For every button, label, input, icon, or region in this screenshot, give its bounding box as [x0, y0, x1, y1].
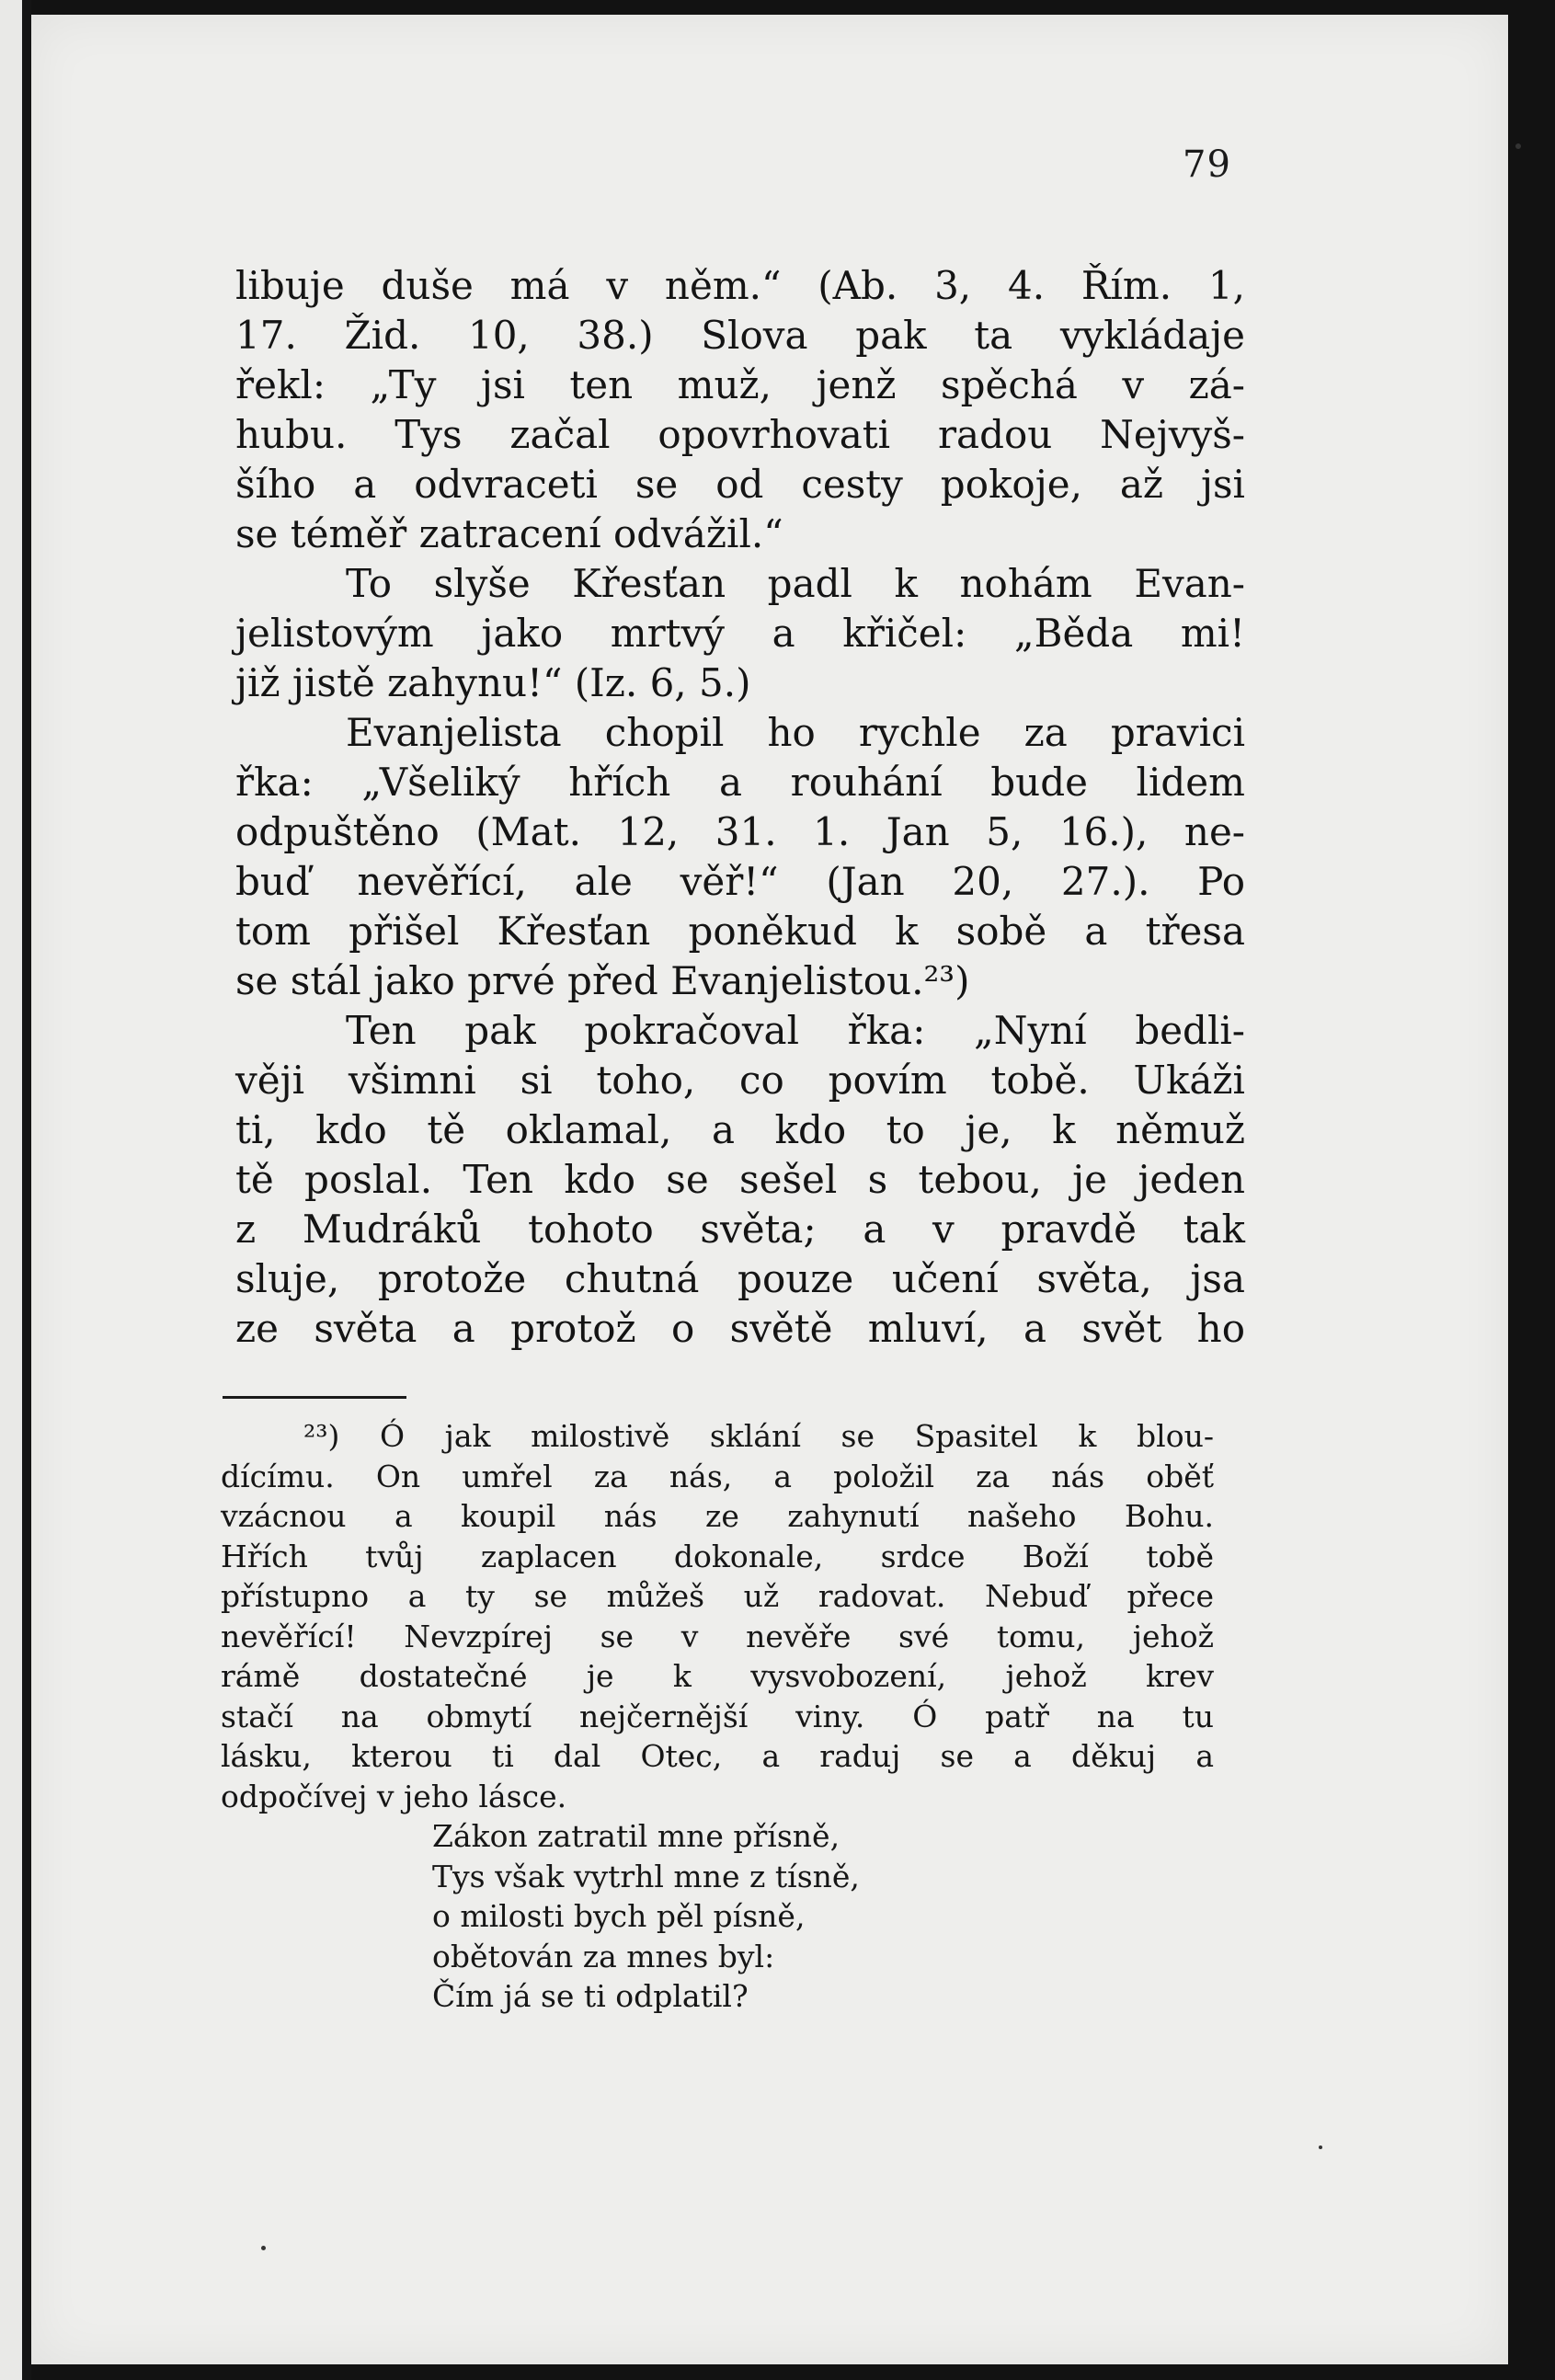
scan-speck [261, 2246, 266, 2250]
footnote-separator [223, 1396, 406, 1399]
footnote-line: Hřích tvůj zaplacen dokonale, srdce Boží tobě [221, 1538, 1214, 1574]
footnote-line: lásku, kterou ti dal Otec, a raduj se a děkuj a [221, 1738, 1214, 1774]
binding-shadow [22, 0, 31, 2380]
text-line: ze světa a protož o světě mluví, a svět ho [235, 1306, 1245, 1351]
text-line: jelistovým jako mrtvý a křičel: „Běda mi! [235, 611, 1245, 656]
text-line: tě poslal. Ten kdo se sešel s tebou, je jeden [235, 1157, 1245, 1202]
text-line: sluje, protože chutná pouze učení světa, jsa [235, 1256, 1245, 1301]
text-line: řka: „Všeliký hřích a rouhání bude lidem [235, 760, 1245, 805]
footnote-line: rámě dostatečné je k vysvobození, jehož krev [221, 1658, 1214, 1694]
text-line: Evanjelista chopil ho rychle za pravici [346, 710, 1245, 755]
page-number: 79 [1183, 143, 1231, 186]
main-text [235, 261, 1245, 1354]
poem-line: obětován za mnes byl: [432, 1938, 775, 1974]
text-line: z Mudráků tohoto světa; a v pravdě tak [235, 1207, 1245, 1252]
poem-line: o milosti bych pěl písně, [432, 1898, 806, 1934]
previous-page-edge [0, 0, 22, 2380]
text-line: šího a odvraceti se od cesty pokoje, až jsi [235, 462, 1245, 507]
text-line: se stál jako prvé před Evanjelistou.²³) [235, 958, 970, 1003]
poem-line: Zákon zatratil mne přísně, [432, 1818, 840, 1854]
footnote-line: odpočívej v jeho lásce. [221, 1778, 567, 1814]
text-line: hubu. Tys začal opovrhovati radou Nejvyš- [235, 412, 1245, 457]
text-line: 17. Žid. 10, 38.) Slova pak ta vykládaje [235, 313, 1245, 358]
text-line: již jistě zahynu!“ (Iz. 6, 5.) [235, 660, 751, 705]
footnote-line: vzácnou a koupil nás ze zahynutí našeho Bohu. [221, 1498, 1214, 1534]
poem-line: Tys však vytrhl mne z tísně, [432, 1858, 860, 1894]
text-line: Ten pak pokračoval řka: „Nyní bedli- [346, 1008, 1245, 1053]
scan-speck [1515, 143, 1521, 149]
text-line: řekl: „Ty jsi ten muž, jenž spěchá v zá- [235, 362, 1245, 407]
footnote-line: dícímu. On umřel za nás, a položil za nás oběť [221, 1458, 1214, 1494]
text-line: buď nevěřící, ale věř!“ (Jan 20, 27.). Po [235, 859, 1245, 904]
footnote-line: ²³) Ó jak milostivě sklání se Spasitel k blou- [303, 1418, 1214, 1454]
text-line: To slyše Křesťan padl k nohám Evan- [346, 561, 1245, 606]
text-line: tom přišel Křesťan poněkud k sobě a třesa [235, 909, 1245, 954]
poem-line: Čím já se ti odplatil? [432, 1978, 749, 2014]
footnote-line: nevěřící! Nevzpírej se v nevěře své tomu, jehož [221, 1618, 1214, 1654]
text-line: odpuštěno (Mat. 12, 31. 1. Jan 5, 16.), ne- [235, 809, 1245, 854]
footnote-line: stačí na obmytí nejčernější viny. Ó patř na tu [221, 1698, 1214, 1734]
text-line: ti, kdo tě oklamal, a kdo to je, k němuž [235, 1107, 1245, 1152]
text-line: věji všimni si toho, co povím tobě. Ukáži [235, 1058, 1245, 1103]
text-line: libuje duše má v něm.“ (Ab. 3, 4. Řím. 1, [235, 263, 1245, 308]
footnote-line: přístupno a ty se můžeš už radovat. Nebuď přece [221, 1578, 1214, 1614]
scan-speck [1319, 2145, 1322, 2149]
text-line: se téměř zatracení odvážil.“ [235, 511, 783, 556]
footnote [221, 1416, 1214, 2017]
